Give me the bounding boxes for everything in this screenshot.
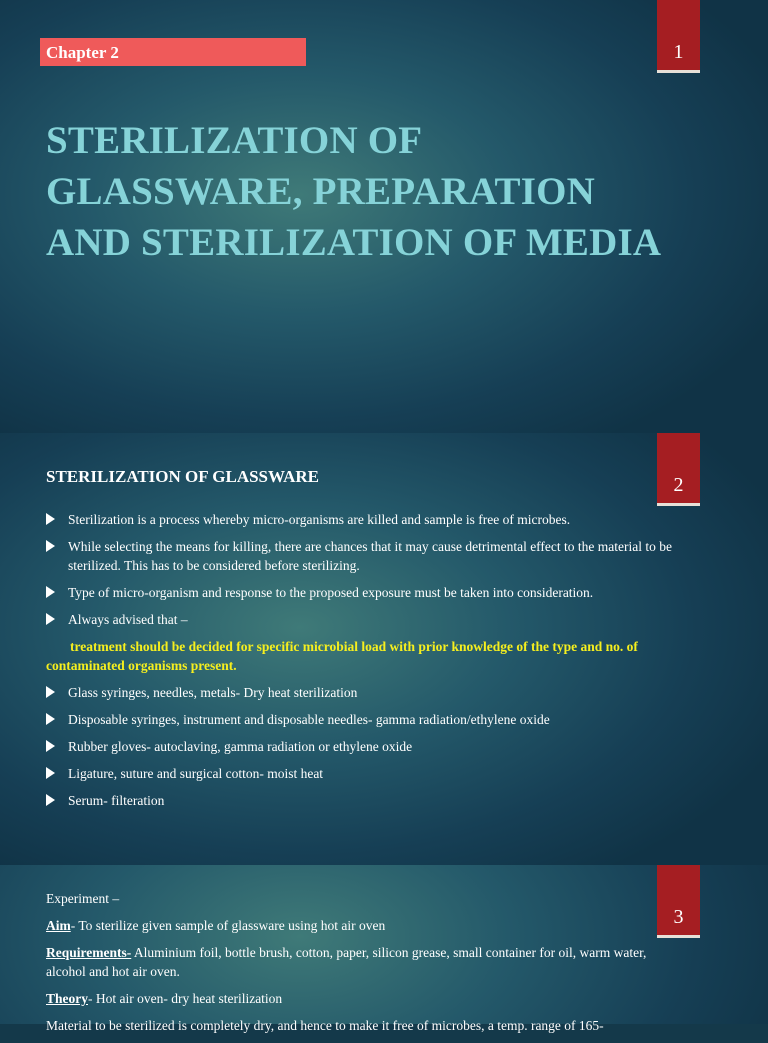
bullet-arrow-icon	[46, 794, 55, 806]
material-line: Material to be sterilized is completely dry, and hence to make it free of microbes, a temp. range of 165-	[46, 1018, 604, 1033]
bullet-arrow-icon	[46, 540, 55, 552]
list-item: Disposable syringes, instrument and disposable needles- gamma radiation/ethylene oxide	[46, 710, 686, 729]
aim-label: Aim	[46, 918, 71, 933]
slide-2	[0, 433, 768, 865]
list-item: Sterilization is a process whereby micro-organisms are killed and sample is free of microbes.	[46, 510, 686, 529]
slide-1	[0, 0, 768, 433]
list-item: Glass syringes, needles, metals- Dry heat sterilization	[46, 683, 686, 702]
list-item: Ligature, suture and surgical cotton- moist heat	[46, 764, 686, 783]
list-item: Serum- filteration	[46, 791, 686, 810]
slide-number-badge: 2	[657, 433, 700, 506]
bullet-arrow-icon	[46, 686, 55, 698]
list-item: While selecting the means for killing, there are chances that it may cause detrimental effect to the material to be sterilized. This has to be considered before sterilizing.	[46, 537, 686, 575]
list-item: Type of micro-organism and response to the proposed exposure must be taken into consideration.	[46, 583, 686, 602]
aim-text: - To sterilize given sample of glassware using hot air oven	[70, 918, 386, 933]
slide-number-badge: 1	[657, 0, 700, 73]
bullet-arrow-icon	[46, 513, 55, 525]
bullet-list	[46, 510, 686, 818]
bullet-arrow-icon	[46, 713, 55, 725]
slide-number-badge: 3	[657, 865, 700, 938]
requirements-label: Requirements-	[46, 945, 132, 960]
aim-line	[46, 916, 688, 935]
experiment-heading: Experiment –	[46, 891, 120, 906]
theory-label: Theory	[46, 991, 88, 1006]
list-item: Always advised that –	[46, 610, 686, 629]
bullet-arrow-icon	[46, 586, 55, 598]
theory-line	[46, 989, 688, 1008]
chapter-label: Chapter 2	[40, 38, 306, 66]
highlighted-note: treatment should be decided for specific microbial load with prior knowledge of the type and no. of contaminated organisms present.	[46, 639, 638, 673]
bullet-arrow-icon	[46, 767, 55, 779]
section-heading: STERILIZATION OF GLASSWARE	[46, 467, 320, 486]
requirements-line	[46, 943, 688, 981]
slide-3	[0, 865, 768, 1033]
bullet-arrow-icon	[46, 740, 55, 752]
theory-text: - Hot air oven- dry heat sterilization	[88, 991, 283, 1006]
requirements-text: Aluminium foil, bottle brush, cotton, paper, silicon grease, small container for oil, warm water, alcohol and hot air oven.	[46, 945, 647, 979]
experiment-block	[46, 889, 688, 1043]
list-item: Rubber gloves- autoclaving, gamma radiation or ethylene oxide	[46, 737, 686, 756]
presentation-title: STERILIZATION OF GLASSWARE, PREPARATION AND STERILIZATION OF MEDIA	[46, 119, 662, 264]
bullet-arrow-icon	[46, 613, 55, 625]
